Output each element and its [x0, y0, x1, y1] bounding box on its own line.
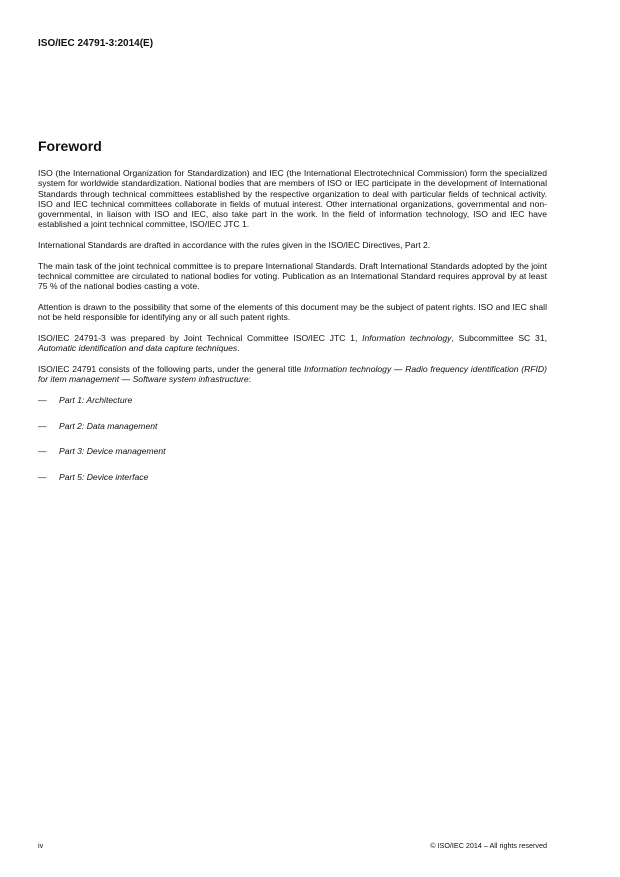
paragraph-2: International Standards are drafted in accordance with the rules given in the ISO/IEC Directives, Part 2. — [38, 240, 431, 251]
subcommittee-title: Automatic identification and data capture techniques — [38, 343, 238, 354]
list-dash: — — [38, 471, 47, 482]
section-title: Foreword — [38, 138, 102, 154]
committee-title: Information technology — [362, 333, 452, 344]
foreword-body — [38, 168, 547, 497]
document-id-header: ISO/IEC 24791-3:2014(E) — [38, 38, 154, 49]
list-dash: — — [38, 395, 47, 406]
part-label: Part 5: Device interface — [59, 471, 149, 482]
list-dash: — — [38, 446, 47, 457]
para5-suffix: . — [237, 343, 240, 354]
paragraph-3: The main task of the joint technical committee is to prepare International Standards. Draft International Standards adopted by the joint technical committee are circulated to national bodies for voting. Publication as an International Standard requires approval by at least 75 % of the national bodies casting a vote. — [38, 260, 547, 292]
list-item — [38, 395, 547, 421]
paragraph-4: Attention is drawn to the possibility that some of the elements of this document may be the subject of patent rights. ISO and IEC shall not be held responsible for identifying any or all such patent rights. — [38, 302, 547, 323]
parts-list — [38, 395, 547, 497]
para5-prefix: ISO/IEC 24791-3 was prepared by Joint Technical Committee ISO/IEC JTC 1, — [38, 333, 363, 344]
list-item — [38, 446, 547, 472]
general-title: Information technology — Radio frequency identification (RFID) for item management — Software system infrastructure — [38, 364, 547, 385]
copyright-notice: © ISO/IEC 2014 – All rights reserved — [430, 841, 547, 850]
list-item — [38, 472, 547, 498]
list-dash: — — [38, 420, 47, 431]
paragraph-6 — [38, 364, 547, 385]
para6-suffix: : — [248, 374, 252, 385]
part-label: Part 1: Architecture — [59, 395, 133, 406]
part-label: Part 2: Data management — [59, 420, 158, 431]
para5-mid: , Subcommittee SC 31, — [451, 333, 547, 344]
list-item — [38, 421, 547, 447]
paragraph-5 — [38, 333, 547, 354]
page-number: iv — [38, 841, 44, 850]
paragraph-1: ISO (the International Organization for Standardization) and IEC (the International Electrotechnical Commission) form the specialized system for worldwide standardization. National bodies that are members of ISO or IEC participate in the development of International Standards through technical committees established by the respective organization to deal with particular fields of technical activity. ISO and IEC technical committees collaborate in fields of mutual interest. Other international organizations, governmental and non-governmental, in liaison with ISO and IEC, also take part in the work. In the field of information technology, ISO and IEC have established a joint technical committee, ISO/IEC JTC 1. — [38, 168, 547, 230]
part-label: Part 3: Device management — [59, 446, 166, 457]
para6-prefix: ISO/IEC 24791 consists of the following parts, under the general title — [38, 364, 304, 375]
